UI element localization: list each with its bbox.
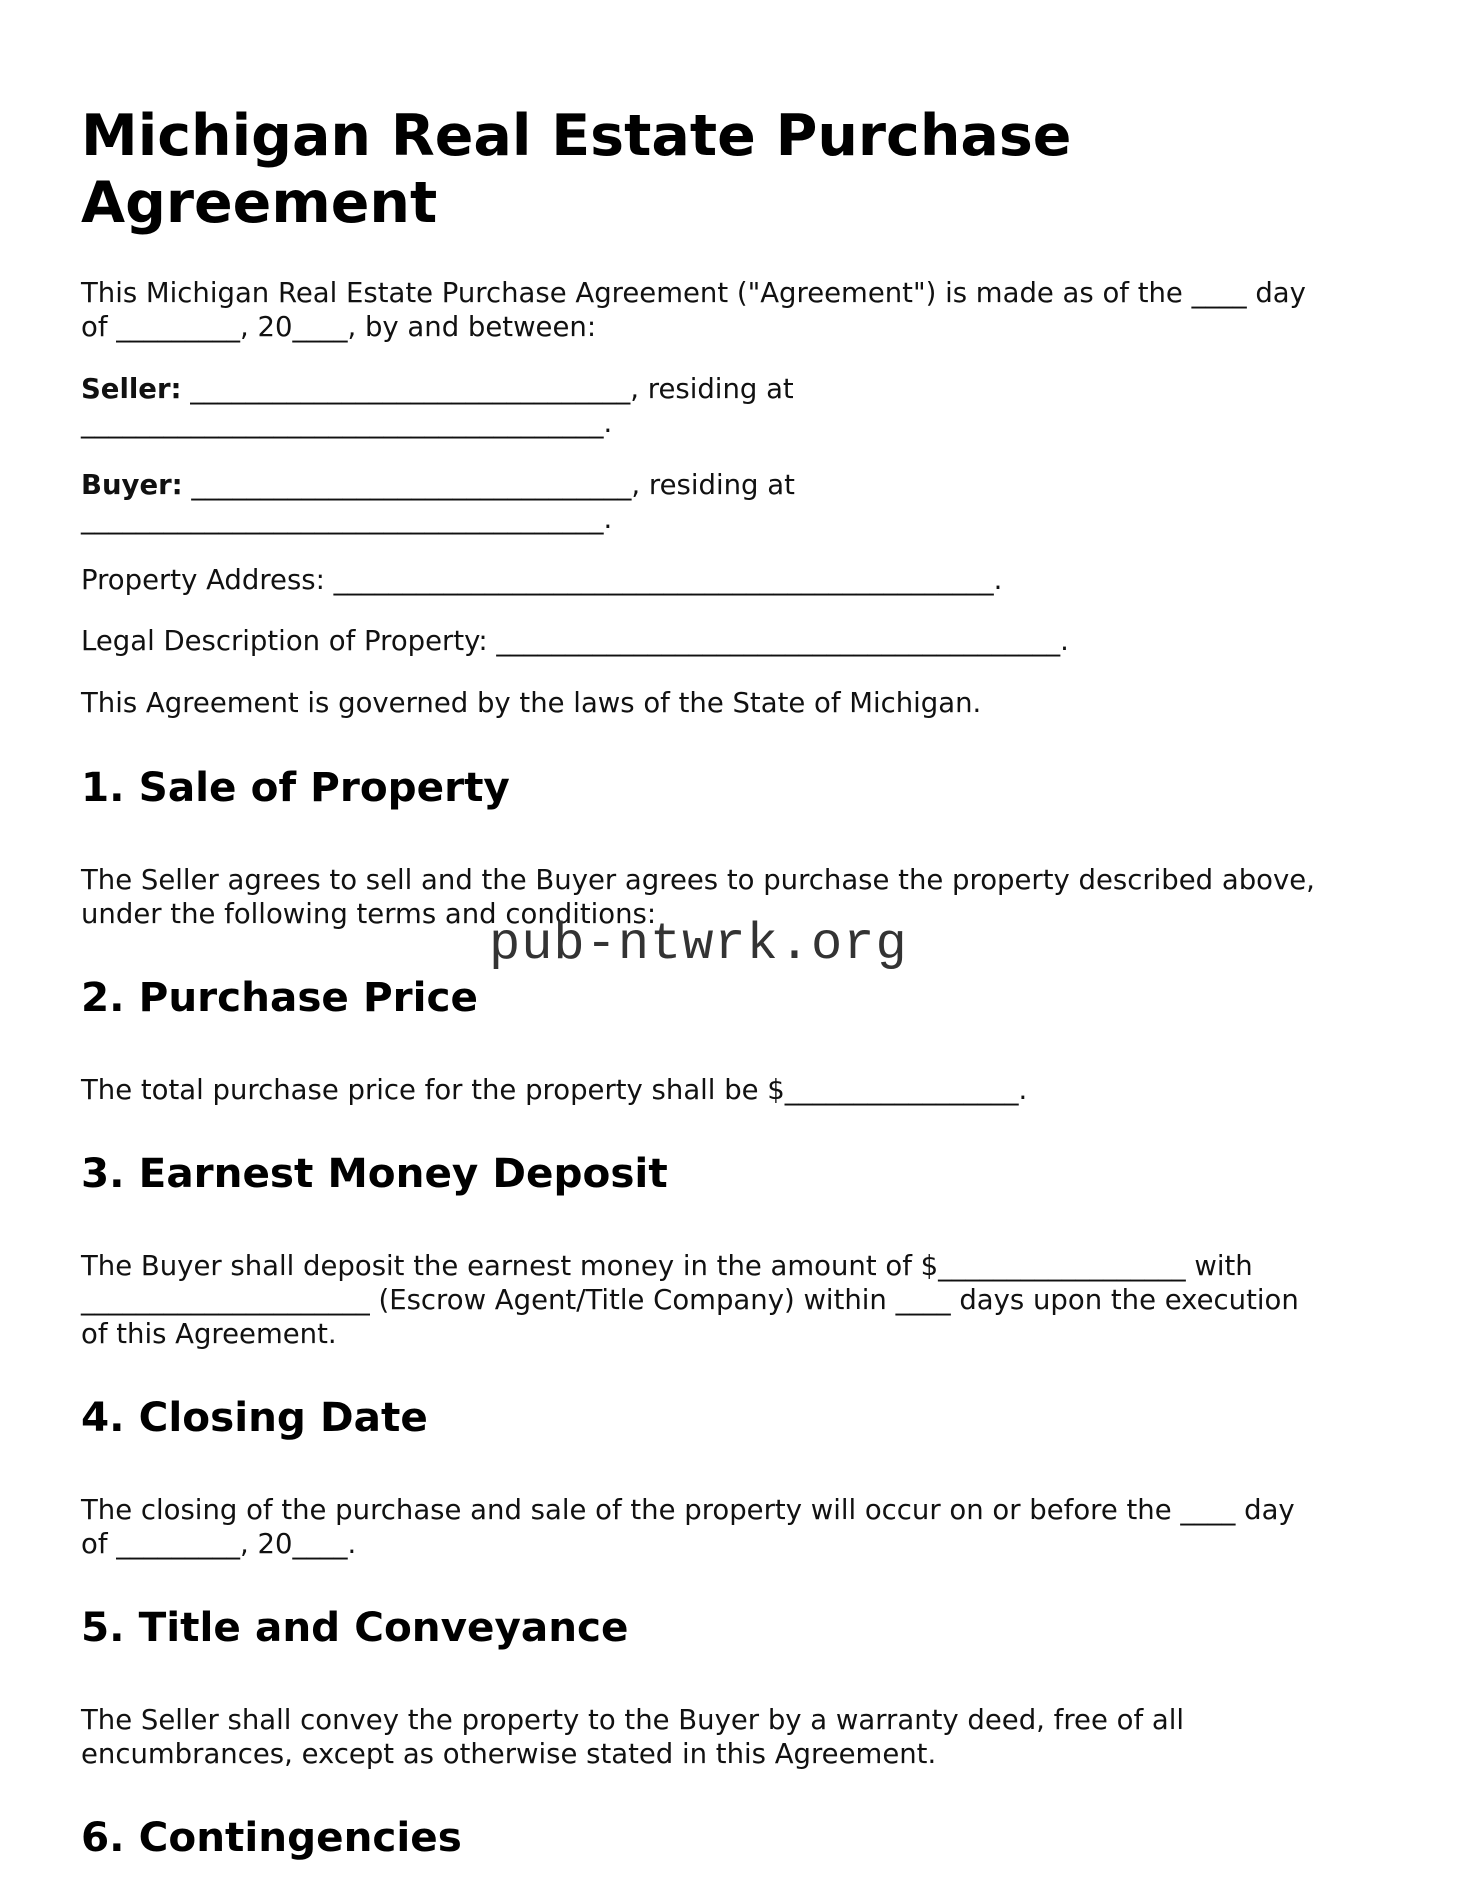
seller-label: Seller: <box>81 373 182 405</box>
intro-line-2: of _________, 20____, by and between: <box>81 311 597 343</box>
buyer-label: Buyer: <box>81 469 183 501</box>
section-1-heading: 1. Sale of Property <box>81 763 510 811</box>
section-5-body <box>81 1703 1391 1771</box>
section-1-line-1: The Seller agrees to sell and the Buyer agrees to purchase the property described above, <box>81 864 1315 896</box>
intro-paragraph <box>81 276 1391 344</box>
section-2-line-1: The total purchase price for the property shall be $_________________. <box>81 1074 1028 1106</box>
section-2-body <box>81 1073 1391 1107</box>
section-3-line-3: of this Agreement. <box>81 1318 337 1350</box>
section-4-body <box>81 1493 1391 1561</box>
section-5-line-1: The Seller shall convey the property to the Buyer by a warranty deed, free of all <box>81 1704 1185 1736</box>
buyer-address-blank: ______________________________________. <box>81 503 613 535</box>
buyer-name-blank: ________________________________, residing at <box>182 469 795 501</box>
section-5-line-2: encumbrances, except as otherwise stated in this Agreement. <box>81 1738 937 1770</box>
section-5-heading: 5. Title and Conveyance <box>81 1603 629 1651</box>
section-1-line-2: under the following terms and conditions: <box>81 898 657 930</box>
seller-name-blank: ________________________________, residing at <box>181 373 794 405</box>
document-title: Michigan Real Estate Purchase Agreement <box>81 103 1072 236</box>
governing-law-statement: This Agreement is governed by the laws of the State of Michigan. <box>81 687 982 719</box>
section-3-line-2: _____________________ (Escrow Agent/Title Company) within ____ days upon the execution <box>81 1284 1299 1316</box>
intro-line-1: This Michigan Real Estate Purchase Agreement ("Agreement") is made as of the ____ day <box>81 277 1306 309</box>
seller-line <box>81 372 1391 440</box>
section-4-line-2: of _________, 20____. <box>81 1528 357 1560</box>
section-3-body <box>81 1249 1391 1351</box>
property-address-line: Property Address: ________________________________________________. <box>81 564 1003 596</box>
seller-address-blank: ______________________________________. <box>81 407 613 439</box>
section-3-heading: 3. Earnest Money Deposit <box>81 1149 668 1197</box>
buyer-line <box>81 468 1391 536</box>
section-4-line-1: The closing of the purchase and sale of the property will occur on or before the ____ day <box>81 1494 1295 1526</box>
section-4-heading: 4. Closing Date <box>81 1393 428 1441</box>
watermark-text: pub-ntwrk.org <box>489 915 908 974</box>
section-6-heading: 6. Contingencies <box>81 1813 462 1861</box>
legal-description-line: Legal Description of Property: _________________________________________. <box>81 625 1069 657</box>
section-2-heading: 2. Purchase Price <box>81 973 479 1021</box>
section-3-line-1: The Buyer shall deposit the earnest money in the amount of $__________________ with <box>81 1250 1253 1282</box>
